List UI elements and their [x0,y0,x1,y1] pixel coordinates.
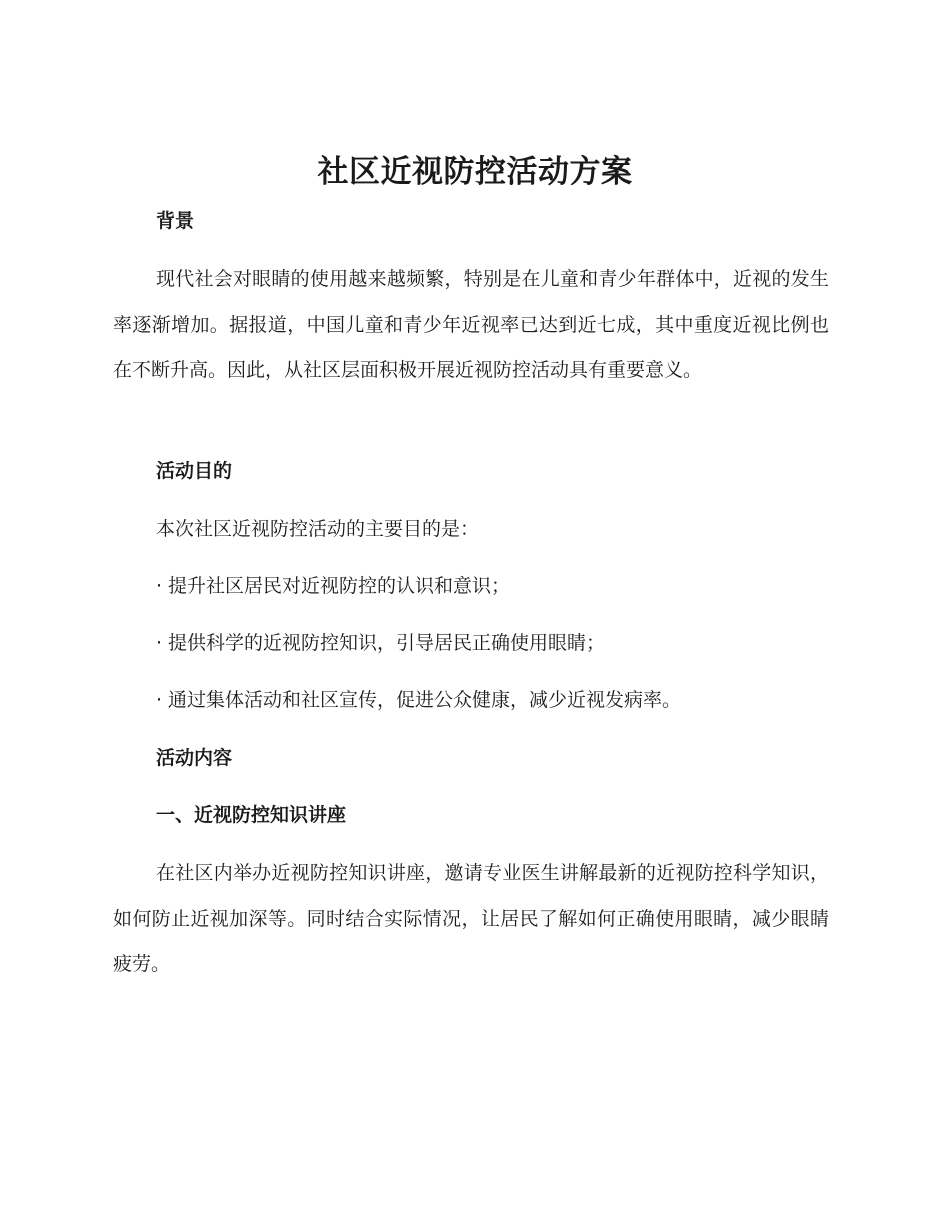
purpose-bullet-text: 提供科学的近视防控知识，引导居民正确使用眼睛； [168,632,606,654]
bullet-marker: · [156,632,163,654]
purpose-bullet-text: 提升社区居民对近视防控的认识和意识； [168,575,511,597]
subsection-heading-lecture: 一、近视防控知识讲座 [156,804,347,826]
section-heading-purpose: 活动目的 [156,460,233,482]
purpose-bullet-text: 通过集体活动和社区宣传，促进公众健康，减少近视发病率。 [168,689,682,711]
purpose-bullet-1 [156,572,510,600]
lecture-paragraph: 在社区内举办近视防控知识讲座，邀请专业医生讲解最新的近视防控科学知识，如何防止近视加深等。同时结合实际情况，让居民了解如何正确使用眼睛，减少眼睛疲劳。 [113,862,829,975]
background-paragraph: 现代社会对眼睛的使用越来越频繁，特别是在儿童和青少年群体中，近视的发生率逐渐增加。据报道，中国儿童和青少年近视率已达到近七成，其中重度近视比例也在不断升高。因此，从社区层面积极开展近视防控活动具有重要意义。 [113,268,829,381]
bullet-marker: · [156,575,163,597]
section-heading-content: 活动内容 [156,747,233,769]
document-title: 社区近视防控活动方案 [317,154,633,190]
purpose-bullet-3 [156,686,681,714]
purpose-intro: 本次社区近视防控活动的主要目的是： [156,518,480,540]
bullet-marker: · [156,689,163,711]
purpose-bullet-2 [156,629,605,657]
section-heading-background: 背景 [156,210,195,232]
